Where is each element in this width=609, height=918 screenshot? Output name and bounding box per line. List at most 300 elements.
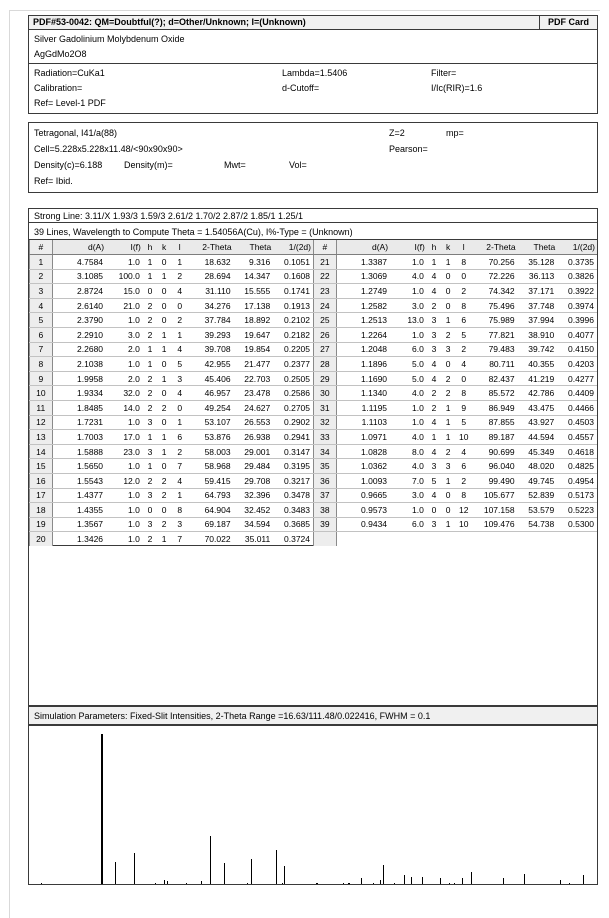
cell-value: 4 xyxy=(455,444,472,459)
cell-value: 4.0 xyxy=(390,430,427,445)
cell-value: 90.699 xyxy=(472,444,517,459)
table-row xyxy=(314,430,598,445)
cell-value: 3.0 xyxy=(390,488,427,503)
row-number: 20 xyxy=(30,532,53,547)
table-row xyxy=(30,269,314,284)
cell-value: 105.677 xyxy=(472,488,517,503)
cell-value: 2 xyxy=(171,444,188,459)
cell-value: 1 xyxy=(427,255,441,270)
cell-value: 2 xyxy=(143,400,157,415)
cell-value: 2 xyxy=(441,444,455,459)
table-row xyxy=(314,488,598,503)
cell-value: 99.490 xyxy=(472,473,517,488)
cell-value: 5.0 xyxy=(390,357,427,372)
diffraction-peak xyxy=(276,850,277,885)
cell-value: 23.478 xyxy=(234,386,274,401)
cell-value: 39.742 xyxy=(518,342,558,357)
column-header-l: l xyxy=(455,240,472,255)
diffraction-peak xyxy=(560,880,561,885)
cell-value: 1 xyxy=(157,371,171,386)
cell-value: 0 xyxy=(171,400,188,415)
cell-value: 2 xyxy=(455,284,472,299)
cell-value: 9.316 xyxy=(234,255,274,270)
cell-value: 0 xyxy=(171,298,188,313)
cell-value: 1.0 xyxy=(106,313,143,328)
cell-value: 12.0 xyxy=(106,473,143,488)
cell-value: 26.553 xyxy=(234,415,274,430)
diffraction-peak xyxy=(155,883,156,885)
cell-value: 1.2048 xyxy=(336,342,390,357)
diffraction-peak xyxy=(343,883,344,885)
cell-value: 1 xyxy=(171,415,188,430)
cell-value xyxy=(390,532,427,547)
cell-value: 0 xyxy=(157,313,171,328)
cell-value: 0.3826 xyxy=(557,269,597,284)
table-row xyxy=(30,313,314,328)
column-header-12d: 1/(2d) xyxy=(273,240,313,255)
row-number xyxy=(314,532,337,547)
diffraction-peak xyxy=(284,866,285,884)
title-bar xyxy=(28,15,598,30)
cell-value: 39.293 xyxy=(188,327,233,342)
cell-value: 1 xyxy=(441,430,455,445)
cell-value: 4 xyxy=(427,444,441,459)
cell-value: 1 xyxy=(143,357,157,372)
diffraction-peak xyxy=(41,883,42,885)
cell-value: 1.0 xyxy=(106,255,143,270)
diffraction-peak xyxy=(380,880,381,885)
cell-value: 3.1085 xyxy=(52,269,106,284)
d-cutoff-value: d-Cutoff= xyxy=(282,83,320,93)
cell-value: 46.957 xyxy=(188,386,233,401)
cell-value: 1 xyxy=(441,313,455,328)
reference-value: Ref= Level-1 PDF xyxy=(34,98,106,108)
cell-value: 1.0362 xyxy=(336,459,390,474)
cell-value: 1.0971 xyxy=(336,430,390,445)
cell-value: 1.8485 xyxy=(52,400,106,415)
compound-formula: AgGdMo2O8 xyxy=(34,49,87,59)
cell-value: 19.647 xyxy=(234,327,274,342)
cell-value: 72.226 xyxy=(472,269,517,284)
cell-value: 2 xyxy=(143,298,157,313)
row-number: 31 xyxy=(314,400,337,415)
cell-value: 1.4377 xyxy=(52,488,106,503)
cell-value: 6.0 xyxy=(390,517,427,532)
cell-value: 0 xyxy=(157,503,171,518)
cell-value: 0.4618 xyxy=(557,444,597,459)
pearson-value: Pearson= xyxy=(389,144,428,154)
cell-value: 53.876 xyxy=(188,430,233,445)
diffraction-peak xyxy=(101,734,103,884)
cell-value: 1 xyxy=(143,342,157,357)
row-number: 39 xyxy=(314,517,337,532)
diffraction-peak xyxy=(224,863,225,884)
table-row xyxy=(30,503,314,518)
cell-value: 1 xyxy=(143,255,157,270)
cell-value: 1 xyxy=(143,430,157,445)
cell-value: 1.1896 xyxy=(336,357,390,372)
cell-value: 19.854 xyxy=(234,342,274,357)
cell-value: 1.9334 xyxy=(52,386,106,401)
cell-value: 1.1690 xyxy=(336,371,390,386)
cell-value: 37.171 xyxy=(518,284,558,299)
row-number: 27 xyxy=(314,342,337,357)
row-number: 10 xyxy=(30,386,53,401)
table-row xyxy=(30,255,314,270)
table-row xyxy=(314,517,598,532)
column-header-k: k xyxy=(157,240,171,255)
cell-value: 1.0 xyxy=(390,284,427,299)
cell-value: 1.0 xyxy=(390,415,427,430)
row-number: 5 xyxy=(30,313,53,328)
cell-value: 0.1741 xyxy=(273,284,313,299)
cell-value: 4 xyxy=(455,357,472,372)
row-number: 3 xyxy=(30,284,53,299)
cell-value: 1.2582 xyxy=(336,298,390,313)
cell-value: 1 xyxy=(441,255,455,270)
column-header-12d: 1/(2d) xyxy=(557,240,597,255)
z-value: Z=2 xyxy=(389,128,405,138)
cell-value: 8 xyxy=(171,503,188,518)
cell-value: 22.703 xyxy=(234,371,274,386)
cell-value: 3 xyxy=(427,459,441,474)
cell-value: 52.839 xyxy=(518,488,558,503)
cell-value: 87.855 xyxy=(472,415,517,430)
cell-value: 1.7003 xyxy=(52,430,106,445)
cell-value: 4 xyxy=(171,342,188,357)
cell-value: 37.748 xyxy=(518,298,558,313)
cell-parameters: Cell=5.228x5.228x11.48/<90x90x90> xyxy=(34,144,183,154)
cell-value: 100.0 xyxy=(106,269,143,284)
cell-value: 1.0 xyxy=(106,415,143,430)
table-row xyxy=(30,415,314,430)
column-header-2theta: 2-Theta xyxy=(188,240,233,255)
cell-value: 31.110 xyxy=(188,284,233,299)
cell-value: 75.989 xyxy=(472,313,517,328)
row-number: 33 xyxy=(314,430,337,445)
cell-value: 2 xyxy=(157,488,171,503)
cell-value: 44.594 xyxy=(518,430,558,445)
cell-value: 42.786 xyxy=(518,386,558,401)
column-header-theta: Theta xyxy=(518,240,558,255)
cell-value: 2.6140 xyxy=(52,298,106,313)
table-left-half xyxy=(29,240,313,545)
cell-value: 1.0 xyxy=(106,503,143,518)
cell-value: 0.3195 xyxy=(273,459,313,474)
cell-value: 0.4954 xyxy=(557,473,597,488)
column-header-h: h xyxy=(143,240,157,255)
mp-value: mp= xyxy=(446,128,464,138)
cell-value: 0 xyxy=(455,269,472,284)
column-header-l: l xyxy=(171,240,188,255)
diffraction-peak xyxy=(373,883,374,885)
row-number: 29 xyxy=(314,371,337,386)
cell-value: 3 xyxy=(143,517,157,532)
cell-value: 8 xyxy=(455,386,472,401)
cell-value: 39.708 xyxy=(188,342,233,357)
cell-value: 43.475 xyxy=(518,400,558,415)
simulation-parameters-bar: Simulation Parameters: Fixed-Slit Intensities, 2-Theta Range =16.63/111.48/0.022416, FWHM = 0.1 xyxy=(28,706,598,725)
row-number: 32 xyxy=(314,415,337,430)
diffraction-chart xyxy=(28,725,598,885)
cell-value xyxy=(557,532,597,547)
diffraction-peak xyxy=(361,878,362,884)
cell-value: 17.138 xyxy=(234,298,274,313)
diffraction-peak xyxy=(524,874,525,885)
cell-value: 3 xyxy=(171,517,188,532)
diffraction-peak xyxy=(201,881,202,884)
cell-value: 2 xyxy=(143,371,157,386)
cell-value: 2.0 xyxy=(106,371,143,386)
cell-value: 2 xyxy=(143,532,157,547)
cell-value: 1.9958 xyxy=(52,371,106,386)
row-number: 36 xyxy=(314,473,337,488)
diffraction-peak xyxy=(503,878,504,884)
diffraction-peak xyxy=(210,836,211,884)
cell-value: 32.0 xyxy=(106,386,143,401)
cell-value: 42.955 xyxy=(188,357,233,372)
cell-value: 1 xyxy=(143,459,157,474)
cell-value: 0.4150 xyxy=(557,342,597,357)
cell-value: 58.968 xyxy=(188,459,233,474)
cell-value: 1.3387 xyxy=(336,255,390,270)
table-header-row xyxy=(314,240,598,255)
cell-value: 2 xyxy=(171,313,188,328)
cell-value: 4 xyxy=(427,284,441,299)
row-number: 26 xyxy=(314,327,337,342)
cell-value: 7 xyxy=(171,459,188,474)
cell-value: 0.1913 xyxy=(273,298,313,313)
row-number: 25 xyxy=(314,313,337,328)
cell-value: 29.708 xyxy=(234,473,274,488)
cell-value: 2 xyxy=(427,298,441,313)
cell-value: 21.0 xyxy=(106,298,143,313)
table-row xyxy=(314,357,598,372)
diffraction-peak xyxy=(569,883,570,885)
cell-value: 0 xyxy=(143,284,157,299)
cell-value xyxy=(441,532,455,547)
cell-value: 1.1340 xyxy=(336,386,390,401)
row-number: 13 xyxy=(30,430,53,445)
table-row xyxy=(314,444,598,459)
diffraction-peak xyxy=(186,883,187,885)
cell-value: 0.2102 xyxy=(273,313,313,328)
cell-value: 32.396 xyxy=(234,488,274,503)
table-row xyxy=(314,327,598,342)
cell-value: 0.3478 xyxy=(273,488,313,503)
cell-value: 3 xyxy=(427,342,441,357)
table-row xyxy=(314,269,598,284)
diffraction-peak xyxy=(247,883,248,885)
diffraction-peak xyxy=(394,883,395,885)
cell-value: 9 xyxy=(455,400,472,415)
radiation-value: Radiation=CuKa1 xyxy=(34,68,105,78)
cell-value: 0.3996 xyxy=(557,313,597,328)
cell-value: 1 xyxy=(157,532,171,547)
cell-value xyxy=(455,532,472,547)
cell-value: 34.276 xyxy=(188,298,233,313)
cell-value: 7 xyxy=(171,532,188,547)
row-number: 8 xyxy=(30,357,53,372)
table-row xyxy=(314,284,598,299)
cell-value: 0.4077 xyxy=(557,327,597,342)
cell-value xyxy=(427,532,441,547)
cell-value: 0 xyxy=(441,503,455,518)
cell-value: 0.2705 xyxy=(273,400,313,415)
table-row xyxy=(30,488,314,503)
diffraction-table xyxy=(28,239,598,546)
cell-value: 0.4277 xyxy=(557,371,597,386)
row-number: 23 xyxy=(314,284,337,299)
cell-value: 1.7231 xyxy=(52,415,106,430)
table-row xyxy=(314,400,598,415)
cell-value: 53.579 xyxy=(518,503,558,518)
table-header-row xyxy=(30,240,314,255)
cell-value: 1.5650 xyxy=(52,459,106,474)
page-title: PDF#53-0042: QM=Doubtful(?); d=Other/Unknown; I=(Unknown) xyxy=(28,15,540,30)
cell-value: 2 xyxy=(441,386,455,401)
cell-value: 14.347 xyxy=(234,269,274,284)
diffraction-peak xyxy=(411,877,412,885)
cell-value: 41.219 xyxy=(518,371,558,386)
cell-value: 1 xyxy=(441,400,455,415)
cell-value: 80.711 xyxy=(472,357,517,372)
row-number: 18 xyxy=(30,503,53,518)
cell-value: 48.020 xyxy=(518,459,558,474)
cell-value: 34.594 xyxy=(234,517,274,532)
cell-value: 2 xyxy=(143,327,157,342)
cell-value: 1 xyxy=(157,430,171,445)
row-number: 24 xyxy=(314,298,337,313)
cell-value: 2.3790 xyxy=(52,313,106,328)
cell-value: 8 xyxy=(455,298,472,313)
row-number: 35 xyxy=(314,459,337,474)
cell-value: 1.2264 xyxy=(336,327,390,342)
cell-value: 28.694 xyxy=(188,269,233,284)
table-row xyxy=(314,459,598,474)
cell-value: 15.555 xyxy=(234,284,274,299)
table-right-half xyxy=(313,240,597,545)
diffraction-peak xyxy=(440,878,441,884)
cell-value: 89.187 xyxy=(472,430,517,445)
cell-value: 8 xyxy=(455,255,472,270)
cell-value: 0.2586 xyxy=(273,386,313,401)
cell-value: 4 xyxy=(427,357,441,372)
cell-value: 53.107 xyxy=(188,415,233,430)
column-header-if: I(f) xyxy=(106,240,143,255)
cell-value: 3 xyxy=(143,444,157,459)
cell-value: 1 xyxy=(171,255,188,270)
column-header-k: k xyxy=(441,240,455,255)
cell-value: 0.5173 xyxy=(557,488,597,503)
row-number: 9 xyxy=(30,371,53,386)
cell-value: 0 xyxy=(143,503,157,518)
table-row xyxy=(30,400,314,415)
cell-value: 2.8724 xyxy=(52,284,106,299)
cell-value: 1 xyxy=(441,517,455,532)
cell-value: 10 xyxy=(455,430,472,445)
cell-value xyxy=(518,532,558,547)
cell-value: 12 xyxy=(455,503,472,518)
cell-value: 0.4203 xyxy=(557,357,597,372)
column-header-2theta: 2-Theta xyxy=(472,240,517,255)
cell-value: 5 xyxy=(171,357,188,372)
cell-value: 1.0828 xyxy=(336,444,390,459)
crystal-reference: Ref= Ibid. xyxy=(34,176,73,186)
cell-value: 36.113 xyxy=(518,269,558,284)
row-number: 16 xyxy=(30,473,53,488)
cell-value: 70.256 xyxy=(472,255,517,270)
cell-value: 4.0 xyxy=(390,269,427,284)
row-number: 37 xyxy=(314,488,337,503)
cell-value: 1 xyxy=(143,269,157,284)
row-number: 1 xyxy=(30,255,53,270)
cell-value: 4 xyxy=(427,269,441,284)
cell-value: 0 xyxy=(441,269,455,284)
row-number: 21 xyxy=(314,255,337,270)
rir-value: I/Ic(RIR)=1.6 xyxy=(431,83,483,93)
cell-value: 3.0 xyxy=(390,298,427,313)
diffraction-peak xyxy=(404,875,405,884)
diffraction-peak xyxy=(167,881,168,884)
cell-value: 1.5888 xyxy=(52,444,106,459)
cell-value: 82.437 xyxy=(472,371,517,386)
cell-value: 2 xyxy=(441,371,455,386)
cell-value: 0 xyxy=(427,503,441,518)
cell-value: 107.158 xyxy=(472,503,517,518)
table-row xyxy=(30,517,314,532)
cell-value: 0.3724 xyxy=(273,532,313,547)
cell-value: 4 xyxy=(171,284,188,299)
row-number: 34 xyxy=(314,444,337,459)
cell-value: 2 xyxy=(455,342,472,357)
cell-value: 3 xyxy=(441,342,455,357)
row-number: 12 xyxy=(30,415,53,430)
cell-value: 7.0 xyxy=(390,473,427,488)
diffraction-peak xyxy=(462,878,463,884)
cell-value: 2 xyxy=(171,269,188,284)
cell-value: 3 xyxy=(427,327,441,342)
cell-value: 1 xyxy=(157,327,171,342)
cell-value: 0 xyxy=(441,357,455,372)
cell-value: 49.254 xyxy=(188,400,233,415)
row-number: 15 xyxy=(30,459,53,474)
cell-value: 0 xyxy=(157,459,171,474)
cell-value: 1 xyxy=(157,342,171,357)
cell-value: 5 xyxy=(427,473,441,488)
cell-value: 1.3426 xyxy=(52,532,106,547)
lambda-value: Lambda=1.5406 xyxy=(282,68,348,78)
cell-value: 5 xyxy=(455,415,472,430)
row-number: 7 xyxy=(30,342,53,357)
cell-value: 0 xyxy=(157,255,171,270)
density-measured: Density(m)= xyxy=(124,160,173,170)
cell-value: 24.627 xyxy=(234,400,274,415)
column-header-: # xyxy=(30,240,53,255)
table-row xyxy=(30,357,314,372)
cell-value: 1.2749 xyxy=(336,284,390,299)
cell-value: 6 xyxy=(171,430,188,445)
row-number: 38 xyxy=(314,503,337,518)
cell-value: 0.3483 xyxy=(273,503,313,518)
cell-value: 4.0 xyxy=(390,459,427,474)
diffraction-peak xyxy=(383,865,384,885)
cell-value: 0.3217 xyxy=(273,473,313,488)
cell-value: 6 xyxy=(455,459,472,474)
cell-value: 2 xyxy=(455,473,472,488)
cell-value: 32.452 xyxy=(234,503,274,518)
strong-line-bar: Strong Line: 3.11/X 1.93/3 1.59/3 2.61/2 1.70/2 2.87/2 1.85/1 1.25/1 xyxy=(28,208,598,223)
